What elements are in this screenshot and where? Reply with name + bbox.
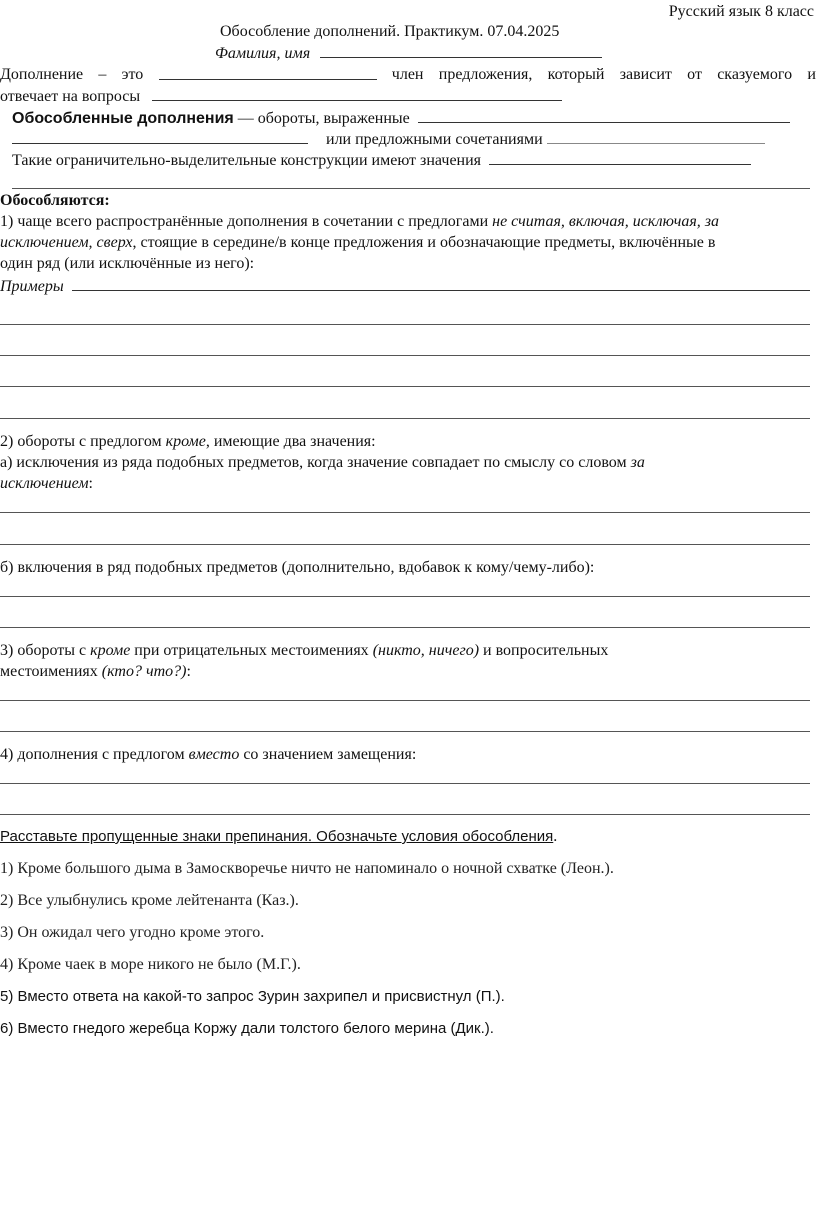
- isolated-row: Обособленные дополнения — обороты, выраженные: [12, 108, 790, 129]
- questions-blank[interactable]: [152, 86, 562, 101]
- answer-line[interactable]: [0, 700, 810, 701]
- page-title: Обособление дополнений. Практикум. 07.04.2025: [220, 23, 560, 40]
- rule-4: 4) дополнения с предлогом вместо со значением замещения:: [0, 746, 417, 763]
- name-row: [215, 43, 602, 64]
- definition-blank[interactable]: [159, 65, 377, 80]
- answer-line[interactable]: [0, 814, 810, 815]
- rule-1-line-3: один ряд (или исключённые из него):: [0, 255, 255, 272]
- name-label: Фамилия, имя: [215, 45, 311, 62]
- rule-2b: б) включения в ряд подобных предметов (дополнительно, вдобавок к кому/чему-либо):: [0, 559, 595, 576]
- rule-3-line-2: местоимениях (кто? что?):: [0, 663, 191, 680]
- examples-row: [0, 276, 810, 297]
- rule-2: 2) обороты с предлогом кроме, имеющие два значения:: [0, 433, 376, 450]
- examples-blank[interactable]: [72, 276, 810, 291]
- meanings-line[interactable]: [12, 188, 810, 189]
- exercise-item: 1) Кроме большого дыма в Замоскворечье ничто не напоминало о ночной схватке (Леон.).: [0, 860, 614, 877]
- answer-line[interactable]: [0, 386, 810, 387]
- answer-line[interactable]: [0, 731, 810, 732]
- answer-line[interactable]: [0, 596, 810, 597]
- answer-line[interactable]: [0, 324, 810, 325]
- expressed-blank[interactable]: [418, 108, 790, 123]
- answer-line[interactable]: [0, 355, 810, 356]
- exercise-item: 4) Кроме чаек в море никого не было (М.Г.).: [0, 956, 301, 973]
- isolated-term: Обособленные дополнения: [12, 110, 234, 127]
- examples-label: Примеры: [0, 278, 64, 295]
- name-field[interactable]: [320, 43, 602, 58]
- course-label: Русский язык 8 класс: [668, 3, 814, 20]
- questions-row: отвечает на вопросы: [0, 86, 562, 107]
- rule-3-line-1: 3) обороты с кроме при отрицательных местоимениях (никто, ничего) и вопросительных: [0, 642, 609, 659]
- exercise-item: 6) Вместо гнедого жеребца Коржу дали толстого белого мерина (Дик.).: [0, 1020, 494, 1037]
- phrases-blank[interactable]: [547, 129, 765, 144]
- rule-2a-line-2: исключением:: [0, 475, 93, 492]
- meanings-row: Такие ограничительно-выделительные конструкции имеют значения: [12, 150, 751, 171]
- rule-1-line-1: 1) чаще всего распространённые дополнения в сочетании с предлогами не считая, включая, исключая, за: [0, 213, 720, 230]
- exercise-task: Расставьте пропущенные знаки препинания. Обозначьте условия обособления.: [0, 828, 558, 845]
- exercise-item: 3) Он ожидал чего угодно кроме этого.: [0, 924, 265, 941]
- answer-line[interactable]: [0, 418, 810, 419]
- answer-line[interactable]: [0, 783, 810, 784]
- definition-line: Дополнение – это член предложения, который зависит от сказуемого и: [0, 66, 816, 83]
- expressed-blank-2[interactable]: [12, 129, 308, 144]
- answer-line[interactable]: [0, 544, 810, 545]
- rule-2a-line-1: а) исключения из ряда подобных предметов, когда значение совпадает по смыслу со словом за: [0, 454, 645, 471]
- answer-line[interactable]: [0, 512, 810, 513]
- exercise-item: 2) Все улыбнулись кроме лейтенанта (Каз.).: [0, 892, 299, 909]
- or-row: или предложными сочетаниями: [12, 129, 765, 150]
- section-heading: Обособляются:: [0, 192, 110, 209]
- rule-1-line-2: исключением, сверх, стоящие в середине/в конце предложения и обозначающие предметы, включённые в: [0, 234, 716, 251]
- meanings-blank[interactable]: [489, 150, 751, 165]
- exercise-item: 5) Вместо ответа на какой-то запрос Зурин захрипел и присвистнул (П.).: [0, 988, 505, 1005]
- answer-line[interactable]: [0, 627, 810, 628]
